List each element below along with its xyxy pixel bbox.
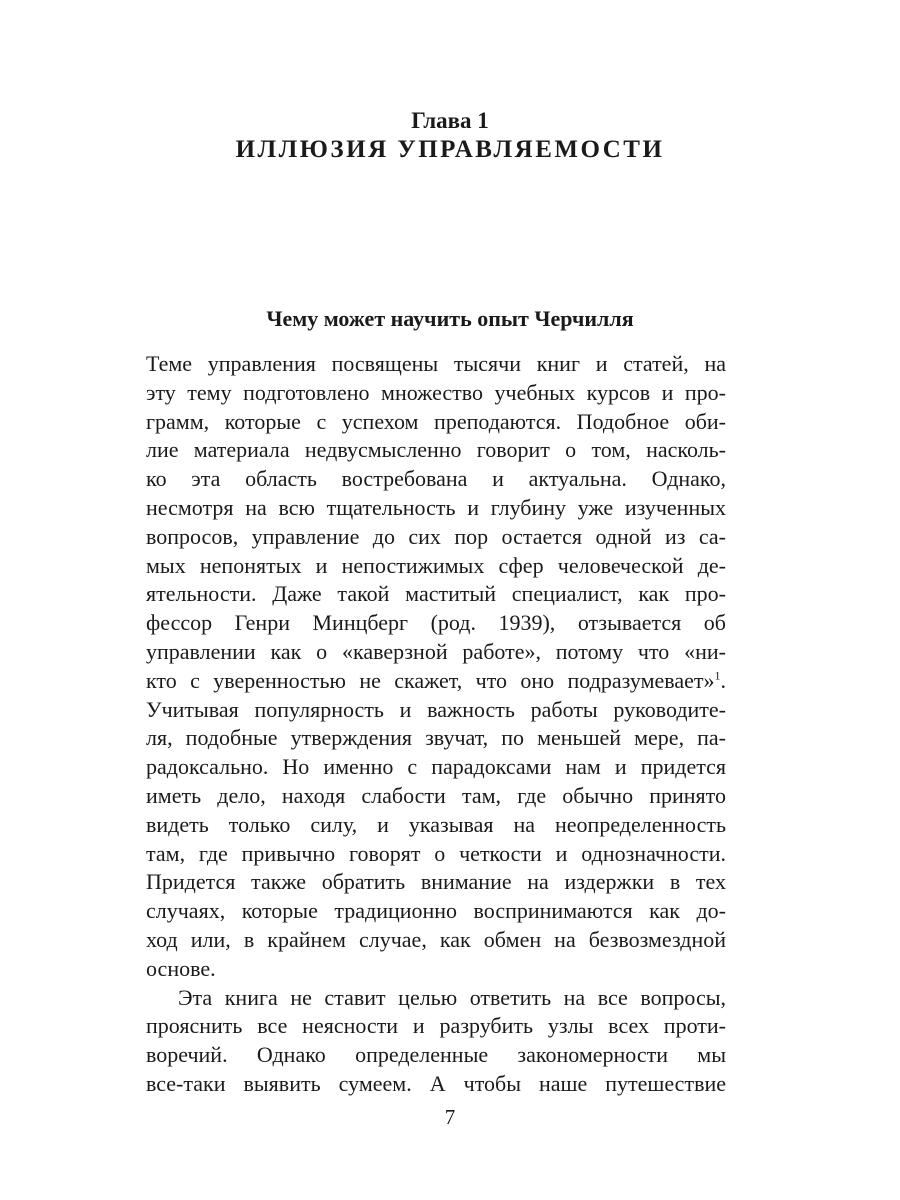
text-line: лие материала недвусмысленно говорит о том, насколь-	[146, 437, 726, 463]
page-number: 7	[444, 1105, 456, 1129]
text-line: основе.	[146, 955, 216, 981]
text-line: случаях, которые традиционно воспринимаются как до-	[146, 898, 726, 924]
text-line: там, где привычно говорят о четкости и однозначности.	[146, 840, 726, 866]
text-line: воречий. Однако определенные закономерности мы	[146, 1042, 726, 1068]
text-line-content: кто с уверенностью не скажет, что оно подразумевает»	[146, 667, 715, 693]
section-title: Чему может научить опыт Черчилля	[266, 306, 634, 331]
text-line: ля, подобные утверждения звучат, по меньшей мере, па-	[146, 725, 726, 751]
footnote-mark[interactable]: 1	[714, 668, 721, 683]
text-line: Эта книга не ставит целью ответить на все вопросы,	[178, 984, 726, 1010]
text-line: эту тему подготовлено множество учебных курсов и про-	[146, 379, 726, 405]
text-line: Придется также обратить внимание на издержки в тех	[146, 869, 726, 895]
text-line: грамм, которые с успехом преподаются. Подобное оби-	[146, 408, 726, 434]
text-line: ход или, в крайнем случае, как обмен на безвозмездной	[146, 926, 726, 952]
text-line: ятельности. Даже такой маститый специалист, как про-	[146, 581, 726, 607]
text-line: мых непонятых и непостижимых сфер человеческой де-	[146, 552, 726, 578]
text-line: Теме управления посвящены тысячи книг и статей, на	[146, 351, 726, 376]
text-line: все-таки выявить сумеем. А чтобы наше путешествие	[146, 1070, 726, 1096]
text-line: вопросов, управление до сих пор остается одной из са-	[146, 523, 726, 549]
text-line: несмотря на всю тщательность и глубину уже изученных	[146, 494, 726, 520]
text-line: прояснить все неясности и разрубить узлы всех проти-	[146, 1013, 726, 1039]
chapter-title: ИЛЛЮЗИЯ УПРАВЛЯЕМОСТИ	[235, 136, 665, 163]
body-text	[146, 350, 726, 1099]
text-line: фессор Генри Минцберг (род. 1939), отзывается об	[146, 610, 726, 636]
text-line: иметь дело, находя слабости там, где обычно принято	[146, 782, 726, 808]
text-line: ко эта область востребована и актуальна. Однако,	[146, 466, 726, 492]
text-line: управлении как о «каверзной работе», потому что «ни-	[146, 638, 726, 664]
chapter-label: Глава 1	[411, 108, 489, 133]
text-line: радоксально. Но именно с парадоксами нам и придется	[146, 754, 726, 780]
text-line: кто с уверенностью не скажет, что оно подразумевает»$^1$.	[146, 667, 726, 693]
text-line: Учитывая популярность и важность работы руководите-	[146, 696, 726, 722]
text-line: видеть только силу, и указывая на неопределенность	[146, 811, 726, 837]
